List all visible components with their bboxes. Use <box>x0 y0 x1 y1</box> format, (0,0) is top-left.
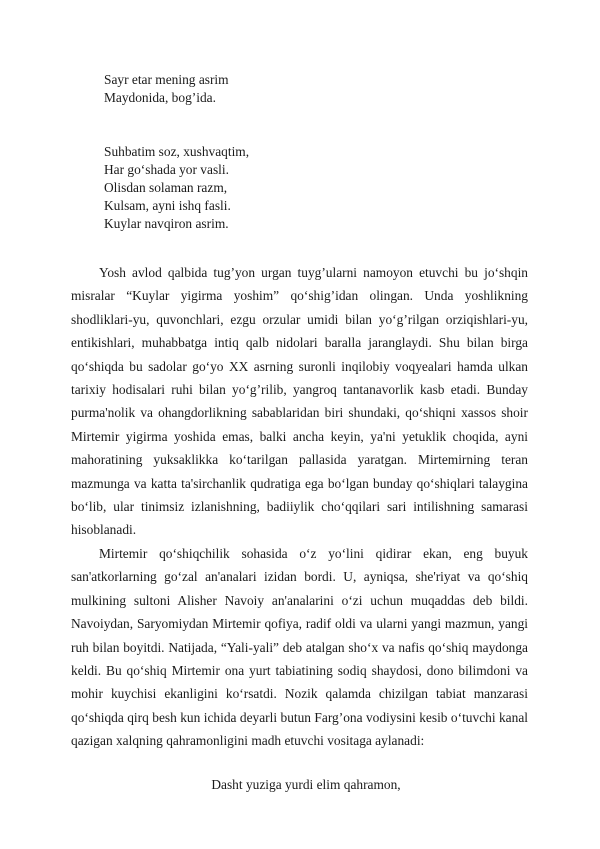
poem-line: Kulsam, ayni ishq fasli. <box>104 198 231 213</box>
paragraph-1 <box>71 261 528 542</box>
paragraph-text: Mirtemir qo‘shiqchilik sohasida o‘z yo‘lini qidirar ekan, eng buyuk san'atkorlarning go‘zal an'analari izidan bordi. U, ayniqsa, she'riyat va qo‘shiq mulkining sultoni Alisher Navoiy an'analarini o‘zi uchun muqaddas deb bildi. Navoiydan, Saryomiydan Mirtemir qofiya, radif oldi va ularni yangi mazmun, yangi ruh bilan boyitdi. Natijada, “Yali-yali” deb atalgan sho‘x va nafis qo‘shiq maydonga keldi. Bu qo‘shiq Mirtemir ona yurt tabiatining sodiq shaydosi, dono bilimdoni va mohir kuychisi ekanligini ko‘rsatdi. Nozik qalamda chizilgan tabiat manzarasi qo‘shiqda qirq besh kun ichida deyarli butun Farg’ona vodiysini kesib o‘tuvchi kanal qazigan xalqning qahramonligini madh etuvchi vositaga aylanadi: <box>71 546 528 749</box>
poem-line: Har go‘shada yor vasli. <box>104 162 229 177</box>
poem-stanza-1 <box>104 71 229 107</box>
poem-line: Sayr etar mening asrim <box>104 72 229 87</box>
paragraph-2 <box>71 542 528 753</box>
poem-line: Kuylar navqiron asrim. <box>104 216 229 231</box>
poem-closing-line: Dasht yuziga yurdi elim qahramon, <box>211 777 401 792</box>
paragraph-text: Yosh avlod qalbida tug’yon urgan tuyg’ularni namoyon etuvchi bu jo‘shqin misralar “Kuylar yigirma yoshim” qo‘shig’idan olingan. Unda yoshlikning shodliklari-yu, quvonchlari, ezgu orzular umidi bilan yo‘g’rilgan orziqishlari-yu, entikishlari, muhabbatga intiq qalb nidolari baralla jaranglaydi. Shu bilan birga qo‘shiqda bu sadolar go‘yo XX asrning suronli inqilobiy voqyealari hamda ulkan tarixiy hodisalari ruhi bilan yo‘g’rilib, yangroq tantanavorlik kasb etadi. Bunday purma'nolik va ohangdorlikning sabablaridan biri shundaki, qo‘shiqni xassos shoir Mirtemir yigirma yoshida emas, balki ancha keyin, ya'ni yetuklik choqida, ayni mahoratining yuksaklikka ko‘tarilgan pallasida yaratgan. Mirtemirning teran mazmunga va katta ta'sirchanlik qudratiga ega bo‘lgan bunday qo‘shiqlari talaygina bo‘lib, ular tinimsiz izlanishning, badiiylik cho‘qqilari sari intilishning samarasi hisoblanadi. <box>71 265 528 538</box>
poem-line: Suhbatim soz, xushvaqtim, <box>104 144 250 159</box>
poem-line: Olisdan solaman razm, <box>104 180 228 195</box>
poem-line: Maydonida, bog’ida. <box>104 90 216 105</box>
poem-stanza-2 <box>104 143 249 233</box>
